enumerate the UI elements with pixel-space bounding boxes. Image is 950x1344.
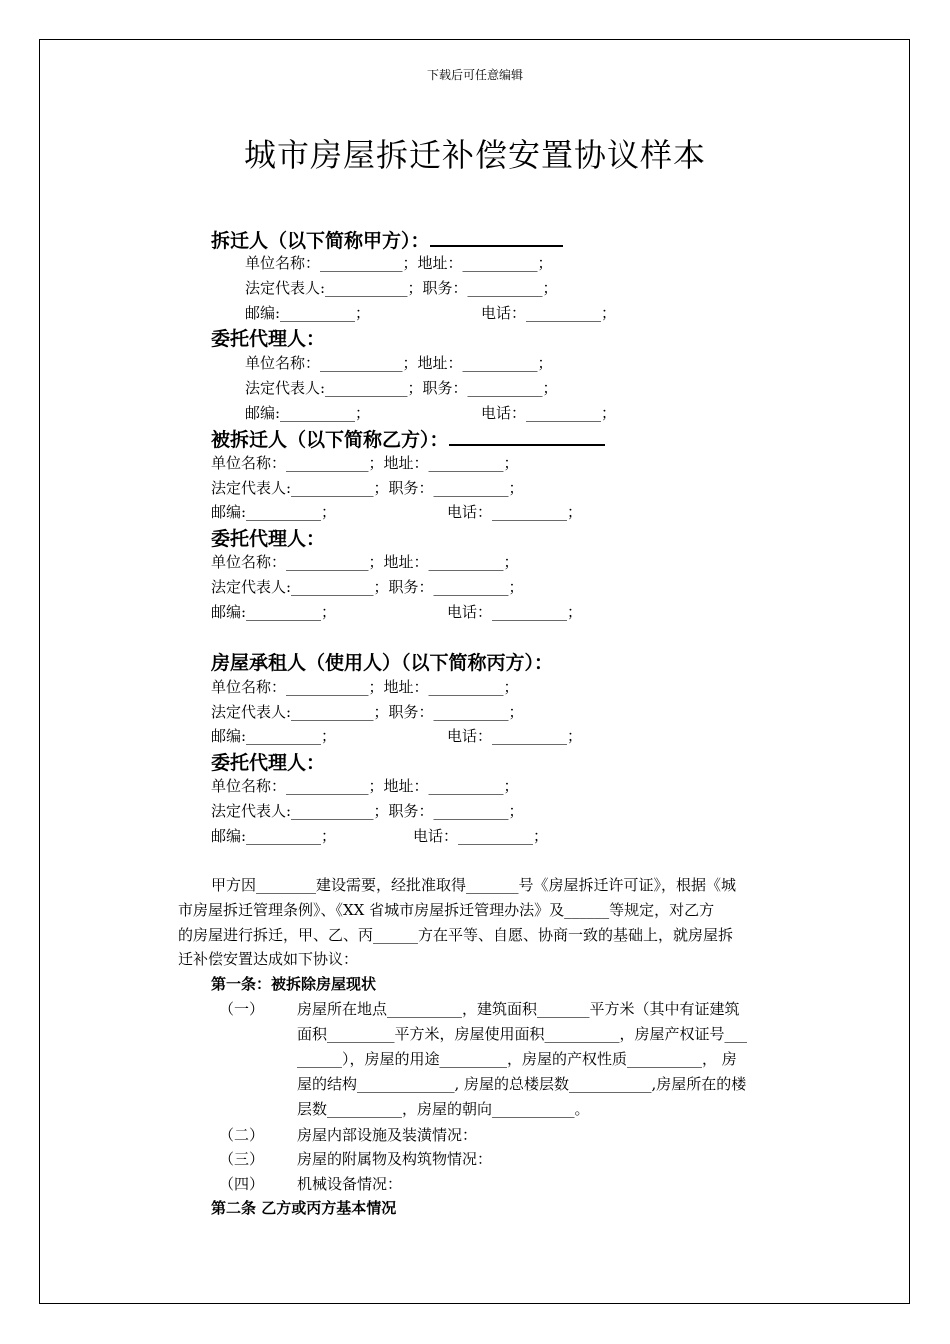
party-b-agent-line3-phone: 电话：__________； — [447, 603, 583, 621]
party-a-agent-line3-phone: 电话：__________； — [481, 404, 617, 422]
party-a-name-blank — [430, 225, 563, 247]
article-1-item-3-label: （三） — [219, 1150, 265, 1168]
article-1-item-1-line-3: ______），房屋的用途_________，房屋的产权性质__________， 房 — [297, 1050, 737, 1068]
header-note: 下载后可任意编辑 — [426, 68, 523, 82]
party-a-line1: 单位名称：___________；地址：__________； — [245, 254, 553, 272]
party-b-agent-heading: 委托代理人： — [211, 528, 326, 550]
party-c-agent-heading: 委托代理人： — [211, 752, 326, 774]
party-c-line3-postcode: 邮编:__________； — [211, 727, 337, 745]
party-c-line1: 单位名称：___________；地址：__________； — [211, 678, 519, 696]
party-b-agent-line1: 单位名称：___________；地址：__________； — [211, 553, 519, 571]
article-1-item-1-line-4: 屋的结构_____________, 房屋的总楼层数___________,房屋所在的楼 — [297, 1075, 747, 1093]
party-a-heading-text: 拆迁人（以下简称甲方）： — [211, 230, 430, 252]
party-a-line3-phone: 电话：__________； — [481, 304, 617, 322]
intro-line-1: 甲方因________建设需要，经批准取得_______号《房屋拆迁许可证》，根据《城 — [211, 876, 737, 894]
party-a-line3-postcode: 邮编:__________； — [245, 304, 371, 322]
intro-line-4: 迁补偿安置达成如下协议： — [178, 950, 359, 968]
party-b-line3-postcode: 邮编:__________； — [211, 503, 337, 521]
article-1-item-1-label: （一） — [219, 1000, 265, 1018]
article-1-item-1-line-5: 层数__________，房屋的朝向___________。 — [297, 1100, 590, 1118]
party-b-agent-line2: 法定代表人:___________；职务：__________； — [211, 578, 524, 596]
party-b-heading — [211, 424, 605, 452]
party-b-line1: 单位名称：___________；地址：__________； — [211, 454, 519, 472]
article-1-title: 第一条：被拆除房屋现状 — [211, 975, 377, 993]
party-c-agent-line3-postcode: 邮编:__________； — [211, 827, 337, 845]
intro-line-3: 的房屋进行拆迁，甲、乙、丙______方在平等、自愿、协商一致的基础上，就房屋拆 — [178, 926, 734, 944]
party-b-agent-line3-postcode: 邮编:__________； — [211, 603, 337, 621]
party-c-heading: 房屋承租人（使用人）（以下简称丙方）： — [211, 652, 554, 674]
party-c-agent-line1: 单位名称：___________；地址：__________； — [211, 777, 519, 795]
party-c-agent-line2: 法定代表人:___________；职务：__________； — [211, 802, 524, 820]
article-1-item-1-line-1: 房屋所在地点__________，建筑面积_______平方米（其中有证建筑 — [297, 1000, 740, 1018]
party-a-heading — [211, 225, 563, 253]
party-b-name-blank — [449, 424, 605, 446]
article-2-title: 第二条 乙方或丙方基本情况 — [211, 1199, 397, 1217]
intro-line-2: 市房屋拆迁管理条例》、《XX 省城市房屋拆迁管理办法》及______等规定，对乙方 — [178, 901, 715, 919]
article-1-item-1-line-2: 面积_________平方米，房屋使用面积__________，房屋产权证号___ — [297, 1025, 748, 1043]
party-b-line2: 法定代表人:___________；职务：__________； — [211, 479, 524, 497]
article-1-item-4-label: （四） — [219, 1175, 265, 1193]
party-a-agent-heading: 委托代理人： — [211, 328, 326, 350]
article-1-item-2-label: （二） — [219, 1126, 265, 1144]
party-a-agent-line1: 单位名称：___________；地址：__________； — [245, 354, 553, 372]
party-a-agent-line3-postcode: 邮编:__________； — [245, 404, 371, 422]
party-b-heading-text: 被拆迁人（以下简称乙方）： — [211, 429, 449, 451]
party-c-line2: 法定代表人:___________；职务：__________； — [211, 703, 524, 721]
article-1-item-3-text: 房屋的附属物及构筑物情况： — [297, 1150, 493, 1168]
document-title: 城市房屋拆迁补偿安置协议样本 — [243, 136, 706, 174]
party-c-agent-line3-phone: 电话：__________； — [413, 827, 549, 845]
party-a-agent-line2: 法定代表人:___________；职务：__________； — [245, 379, 558, 397]
party-b-line3-phone: 电话：__________； — [447, 503, 583, 521]
article-1-item-2-text: 房屋内部设施及装潢情况： — [297, 1126, 478, 1144]
party-a-line2: 法定代表人:___________；职务：__________； — [245, 279, 558, 297]
party-c-line3-phone: 电话：__________； — [447, 727, 583, 745]
article-1-item-4-text: 机械设备情况： — [297, 1175, 403, 1193]
